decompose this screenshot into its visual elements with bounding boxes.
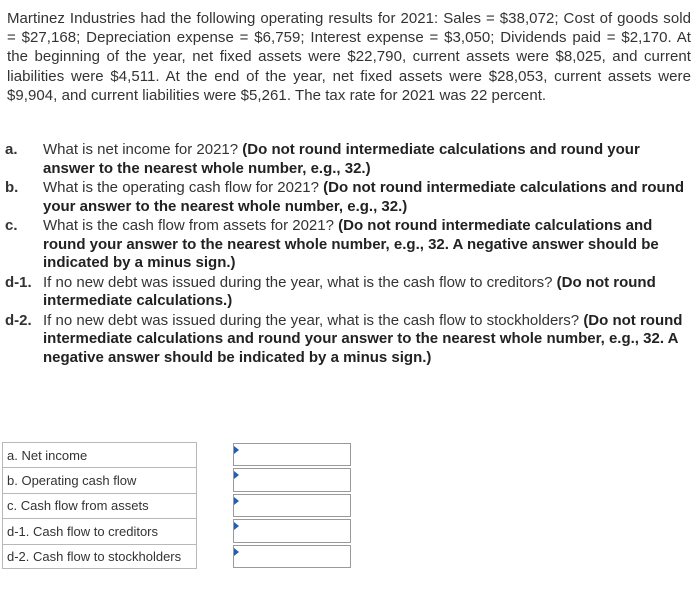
question-label: c. (5, 217, 18, 234)
operating-cash-flow-input[interactable] (234, 469, 350, 490)
question-a (5, 141, 689, 178)
question-text (43, 141, 689, 178)
question-prompt: If no new debt was issued during the year, what is the cash flow to creditors? (43, 273, 557, 291)
question-label: d-2. (5, 311, 32, 329)
answer-row-net-income (2, 442, 351, 467)
question-c (5, 217, 689, 273)
question-text (43, 179, 689, 216)
question-instruction: (Do not round intermediate calculations and round your answer to the nearest whole number, e.g., 32. A negative answer should be indicated by a minus sign.) (43, 217, 659, 271)
question-d1 (5, 274, 689, 311)
question-text (43, 217, 689, 273)
question-instruction: (Do not round intermediate calculations and round your answer to the nearest whole number, e.g., 32.) (43, 179, 685, 215)
cash-flow-to-creditors-input-cell (233, 519, 351, 542)
answer-row-cash-flow-from-assets (2, 493, 351, 518)
question-prompt: What is the operating cash flow for 2021? (43, 179, 324, 196)
cash-flow-to-stockholders-input[interactable] (234, 546, 350, 567)
answer-label: d-2. Cash flow to stockholders (2, 544, 197, 569)
answer-row-operating-cash-flow (2, 467, 351, 492)
problem-statement: Martinez Industries had the following operating results for 2021: Sales = $38,072; Cost of goods sold = $27,168; Depreciation expense = $6,759; Interest expense = $3,050; Dividends paid = $2,170. At the beginning of the year, net fixed assets were $22,790, current assets were $8,025, and current liabilities were $4,511. At the end of the year, net fixed assets were $28,053, current assets were $9,904, and current liabilities were $5,261. The tax rate for 2021 was 22 percent. (7, 10, 691, 104)
question-d2 (5, 312, 689, 368)
question-label: b. (5, 179, 19, 196)
answer-table (2, 442, 351, 569)
answer-label: a. Net income (2, 442, 197, 467)
cash-flow-to-stockholders-input-cell (233, 545, 351, 568)
question-prompt: What is the cash flow from assets for 2021? (43, 217, 339, 234)
question-text (43, 274, 689, 311)
answer-label: b. Operating cash flow (2, 467, 197, 492)
answer-row-cash-flow-to-stockholders (2, 544, 351, 569)
cash-flow-to-creditors-input[interactable] (234, 520, 350, 541)
question-instruction: (Do not round intermediate calculations and round your answer to the nearest whole number, e.g., 32. A negative answer should be indicated by a minus sign.) (43, 311, 683, 366)
answer-label: d-1. Cash flow to creditors (2, 518, 197, 543)
question-prompt: What is net income for 2021? (43, 141, 243, 158)
question-list (5, 141, 689, 368)
net-income-input[interactable] (234, 444, 350, 465)
question-label: d-1. (5, 273, 32, 291)
question-label: a. (5, 141, 18, 158)
cash-flow-from-assets-input[interactable] (234, 495, 350, 516)
cash-flow-from-assets-input-cell (233, 494, 351, 517)
answer-row-cash-flow-to-creditors (2, 518, 351, 543)
net-income-input-cell (233, 443, 351, 466)
question-instruction: (Do not round intermediate calculations and round your answer to the nearest whole number, e.g., 32.) (43, 141, 640, 177)
answer-label: c. Cash flow from assets (2, 493, 197, 518)
question-prompt: If no new debt was issued during the year, what is the cash flow to stockholders? (43, 311, 584, 329)
question-text (43, 312, 689, 368)
question-b (5, 179, 689, 216)
operating-cash-flow-input-cell (233, 468, 351, 491)
question-instruction: (Do not round intermediate calculations.) (43, 273, 656, 309)
